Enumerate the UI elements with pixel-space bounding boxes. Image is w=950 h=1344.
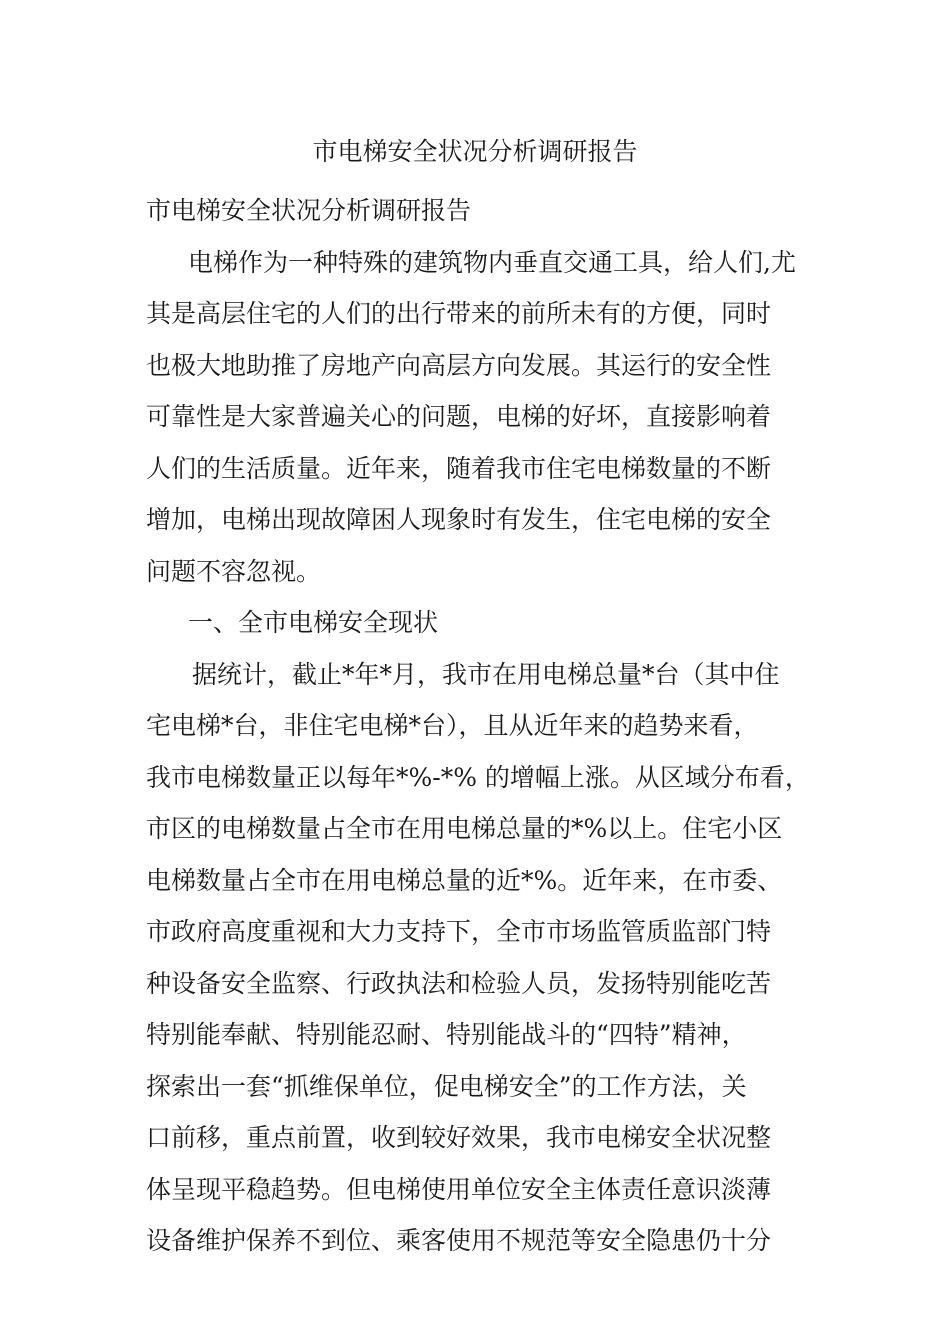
subtitle-line: 市电梯安全状况分析调研报告	[146, 196, 472, 225]
paragraph-line: 可靠性是大家普遍关心的问题，电梯的好坏，直接影响着	[146, 402, 772, 431]
paragraph-line: 市区的电梯数量占全市在用电梯总量的*%以上。住宅小区	[146, 814, 783, 843]
paragraph-line: 探索出一套“抓维保单位，促电梯安全”的工作方法，关	[146, 1071, 747, 1101]
paragraph-line: 电梯作为一种特殊的建筑物内垂直交通工具，给人们,尤	[188, 247, 796, 277]
page-title: 市电梯安全状况分析调研报告	[312, 137, 638, 166]
paragraph-line: 增加，电梯出现故障困人现象时有发生，住宅电梯的安全	[146, 505, 772, 534]
paragraph-line: 口前移，重点前置，收到较好效果，我市电梯安全状况整	[146, 1123, 772, 1152]
paragraph-line: 特别能奉献、特别能忍耐、特别能战斗的“四特”精神，	[146, 1020, 747, 1049]
paragraph-line: 宅电梯*台，非住宅电梯*台），且从近年来的趋势来看，	[146, 711, 759, 740]
paragraph-line: 设备维护保养不到位、乘客使用不规范等安全隐患仍十分	[146, 1226, 772, 1255]
paragraph-line: 其是高层住宅的人们的出行带来的前所未有的方便，同时	[146, 299, 772, 328]
paragraph-line: 种设备安全监察、行政执法和检验人员，发扬特别能吃苦	[146, 968, 772, 998]
paragraph-line: 据统计，截止*年*月，我市在用电梯总量*台（其中住	[192, 659, 780, 689]
paragraph-line: 市政府高度重视和大力支持下，全市市场监管质监部门特	[146, 917, 772, 946]
paragraph-line: 我市电梯数量正以每年*%-*% 的增幅上涨。从区域分布看，	[146, 762, 810, 792]
paragraph-line: 问题不容忽视。	[146, 556, 322, 586]
document-body	[146, 185, 826, 1267]
section-heading: 一、全市电梯安全现状	[188, 608, 439, 637]
paragraph-line: 体呈现平稳趋势。但电梯使用单位安全主体责任意识淡薄	[146, 1174, 772, 1204]
paragraph-line: 人们的生活质量。近年来，随着我市住宅电梯数量的不断	[146, 453, 772, 483]
paragraph-line: 也极大地助推了房地产向高层方向发展。其运行的安全性	[146, 350, 772, 380]
paragraph-line: 电梯数量占全市在用电梯总量的近*%。近年来，在市委、	[146, 865, 783, 895]
